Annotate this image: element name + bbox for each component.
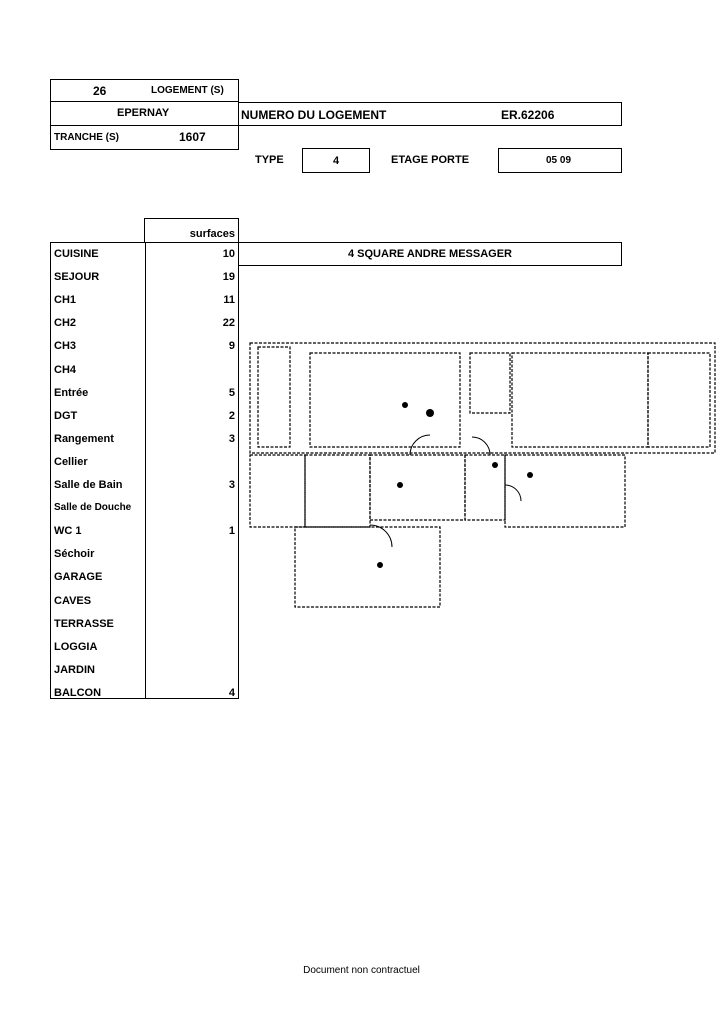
room-label: Salle de Douche xyxy=(54,502,132,513)
surfaces-label: surfaces xyxy=(189,228,235,240)
plan-room-entree xyxy=(465,455,505,520)
room-label: WC 1 xyxy=(54,525,82,537)
type-value: 4 xyxy=(333,155,340,167)
room-label: Séchoir xyxy=(54,548,95,560)
plan-room-dgt xyxy=(305,455,370,527)
numero-value: ER.62206 xyxy=(501,108,555,122)
city-box xyxy=(50,102,239,126)
numero-label: NUMERO DU LOGEMENT xyxy=(241,108,387,122)
room-surface-value: 3 xyxy=(228,479,235,491)
plan-room-ch-mid xyxy=(505,455,625,527)
room-label: TERRASSE xyxy=(54,618,114,630)
room-surface-value: 2 xyxy=(228,410,235,422)
etage-box xyxy=(498,148,622,173)
plan-room-center xyxy=(470,353,510,413)
surfaces-table xyxy=(50,242,239,699)
surfaces-header xyxy=(144,218,239,243)
footer-disclaimer: Document non contractuel xyxy=(303,965,420,976)
room-label: BALCON xyxy=(54,687,102,699)
room-label: DGT xyxy=(54,410,78,422)
plan-room-ch-right xyxy=(512,353,648,447)
plan-outer-top xyxy=(250,343,715,453)
room-label: SEJOUR xyxy=(54,271,100,283)
plan-room-kitchen xyxy=(370,455,465,520)
room-label: GARAGE xyxy=(54,571,103,583)
plan-room-sejour xyxy=(295,527,440,607)
room-surface-value: 19 xyxy=(222,271,235,283)
floor-plan xyxy=(240,335,718,610)
type-box xyxy=(302,148,370,173)
table-column-divider xyxy=(145,243,146,698)
tranche-box xyxy=(50,126,239,150)
plan-room-bath-left xyxy=(250,455,305,527)
room-surface-value: 5 xyxy=(228,387,235,399)
room-surface-value: 11 xyxy=(223,294,235,306)
tranche-label: TRANCHE (S) xyxy=(54,132,119,143)
logement-label: LOGEMENT (S) xyxy=(151,85,224,96)
plan-room-ch-left xyxy=(310,353,460,447)
type-label: TYPE xyxy=(255,154,284,166)
room-label: CH2 xyxy=(54,317,77,329)
room-surface-value: 3 xyxy=(228,433,235,445)
room-surface-value: 10 xyxy=(222,248,235,260)
city-name: EPERNAY xyxy=(117,107,170,119)
room-label: CH3 xyxy=(54,340,77,352)
plan-room-left-strip xyxy=(258,347,290,447)
room-surface-value: 9 xyxy=(228,340,235,352)
address-box xyxy=(238,242,622,266)
room-label: CH4 xyxy=(54,364,77,376)
room-label: Salle de Bain xyxy=(54,479,123,491)
numero-box xyxy=(238,102,622,126)
room-label: CAVES xyxy=(54,595,92,607)
room-surface-value: 1 xyxy=(228,525,235,537)
room-surface-value: 22 xyxy=(222,317,235,329)
room-label: Entrée xyxy=(54,387,89,399)
address-text: 4 SQUARE ANDRE MESSAGER xyxy=(347,248,512,260)
room-label: LOGGIA xyxy=(54,641,98,653)
room-surface-value: 4 xyxy=(228,687,235,699)
etage-label: ETAGE PORTE xyxy=(391,154,470,166)
etage-value: 05 09 xyxy=(546,155,572,166)
room-label: Rangement xyxy=(54,433,114,445)
tranche-value: 1607 xyxy=(179,130,206,144)
room-label: JARDIN xyxy=(54,664,95,676)
logement-count-box xyxy=(50,79,239,102)
room-label: CH1 xyxy=(54,294,77,306)
plan-room-far-right xyxy=(648,353,710,447)
room-label: CUISINE xyxy=(54,248,99,260)
logement-count: 26 xyxy=(93,84,107,98)
room-label: Cellier xyxy=(54,456,88,468)
